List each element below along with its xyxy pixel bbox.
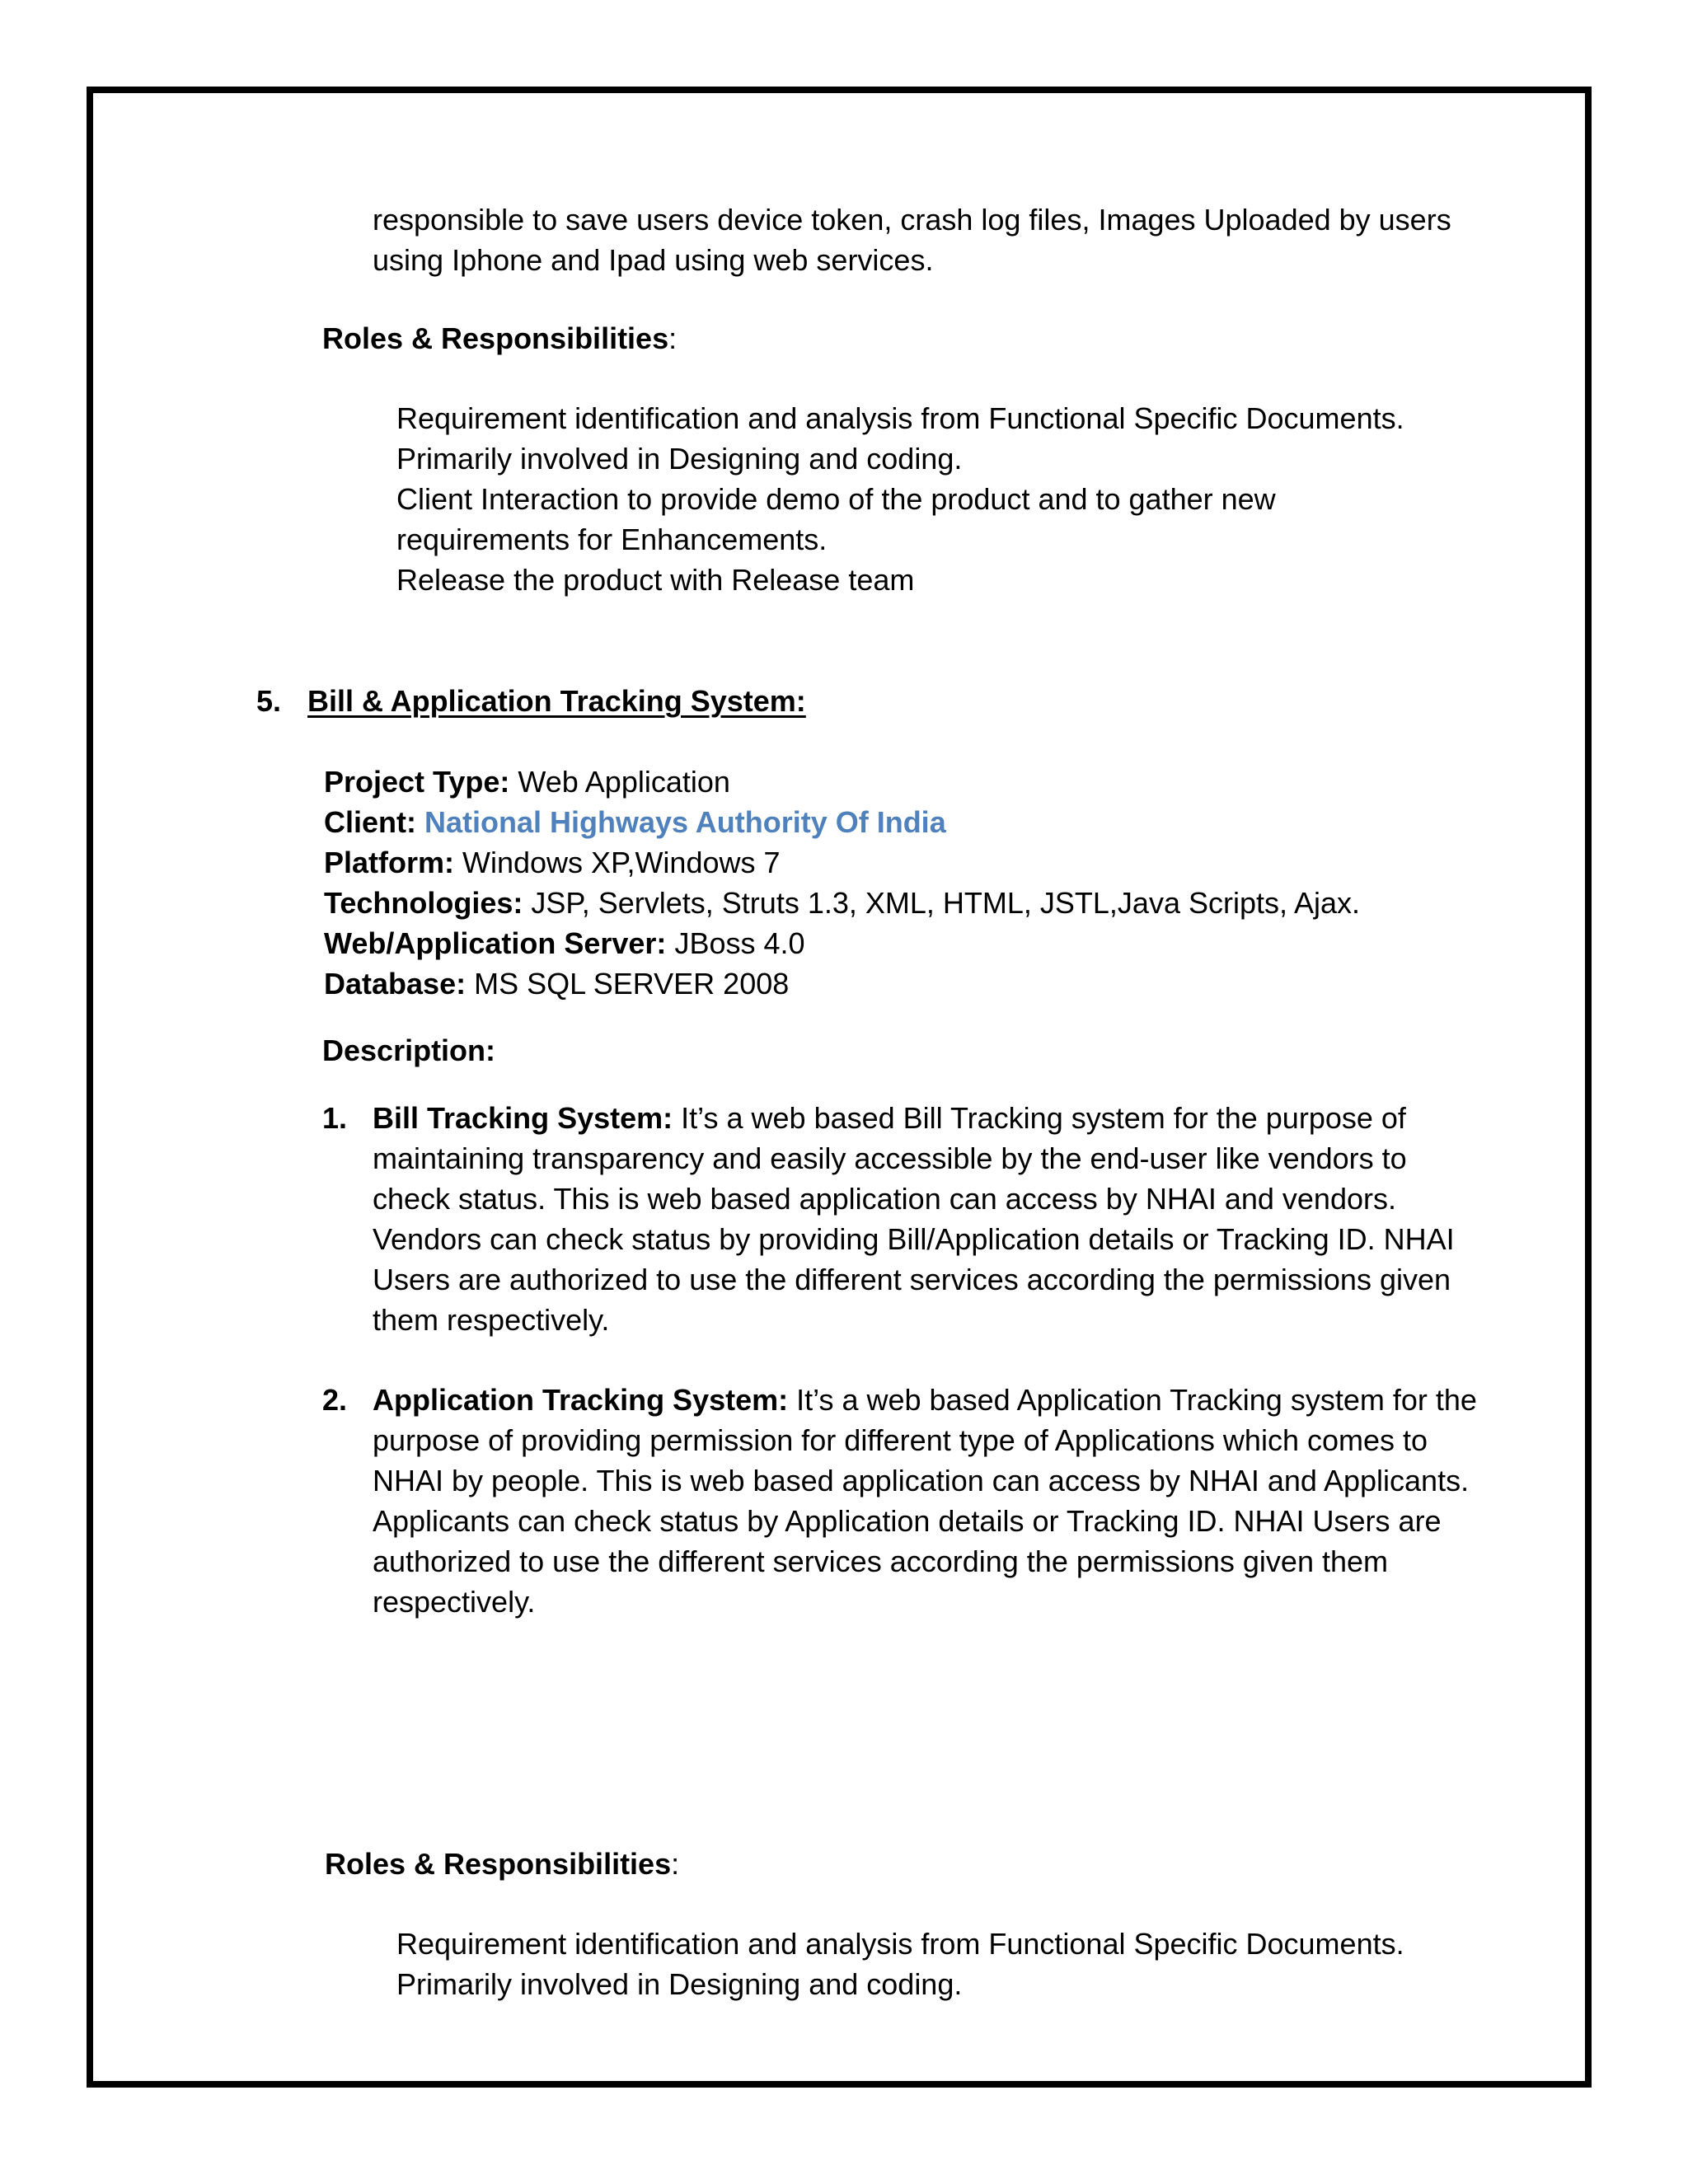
field-value: JBoss 4.0: [666, 926, 805, 960]
description-title: Bill Tracking System:: [373, 1101, 673, 1135]
project-fields: [324, 762, 1360, 1004]
description-line: [373, 1098, 1455, 1138]
description-line: check status. This is web based application can access by NHAI and vendors.: [373, 1182, 1396, 1216]
field-value: Windows XP,Windows 7: [454, 846, 781, 879]
description-line: NHAI by people. This is web based application can access by NHAI and Applicants.: [373, 1464, 1470, 1497]
description-line: Applicants can check status by Application details or Tracking ID. NHAI Users are: [373, 1504, 1442, 1538]
field-label: Project Type:: [324, 765, 510, 799]
intro-paragraph: [373, 199, 1451, 280]
roles-item: Primarily involved in Designing and coding.: [396, 1967, 963, 2001]
field-label: Platform:: [324, 846, 455, 879]
description-line: respectively.: [373, 1585, 536, 1619]
description-text: It’s a web based Bill Tracking system for the purpose of: [673, 1101, 1406, 1135]
roles-heading-text: Roles & Responsibilities: [325, 1847, 672, 1881]
description-line: them respectively.: [373, 1303, 610, 1337]
description-title: Application Tracking System:: [373, 1383, 789, 1417]
field-label: Technologies:: [324, 886, 523, 920]
roles-item: Primarily involved in Designing and coding.: [396, 442, 963, 476]
field-value: Web Application: [509, 765, 730, 799]
description-line: [373, 1380, 1477, 1420]
description-1: [373, 1098, 1455, 1340]
roles-list: [396, 398, 1404, 600]
project-number: 5.: [256, 684, 282, 718]
field-label: Web/Application Server:: [324, 926, 667, 960]
roles-heading-text: Roles & Responsibilities: [322, 321, 669, 355]
description-text: It’s a web based Application Tracking system for the: [788, 1383, 1477, 1417]
roles-item: Requirement identification and analysis from Functional Specific Documents.: [396, 401, 1404, 435]
field-project-type: [324, 762, 1360, 802]
client-name: National Highways Authority Of India: [416, 805, 946, 839]
field-database: [324, 963, 1360, 1004]
field-client: [324, 802, 1360, 842]
page-border: [87, 87, 1592, 2088]
intro-line: using Iphone and Ipad using web services.: [373, 243, 934, 277]
roles-heading-colon: :: [668, 321, 678, 355]
roles-item: Client Interaction to provide demo of the product and to gather new: [396, 482, 1276, 516]
description-line: Vendors can check status by providing Bill/Application details or Tracking ID. NHAI: [373, 1222, 1455, 1256]
field-platform: [324, 842, 1360, 883]
description-heading: Description:: [322, 1033, 496, 1067]
field-value: JSP, Servlets, Struts 1.3, XML, HTML, JSTL,Java Scripts, Ajax.: [523, 886, 1361, 920]
description-line: Users are authorized to use the different services according the permissions given: [373, 1263, 1451, 1296]
description-2-number: 2.: [322, 1383, 348, 1417]
field-value: MS SQL SERVER 2008: [466, 967, 790, 1001]
description-1-number: 1.: [322, 1101, 348, 1135]
field-label: Database:: [324, 967, 467, 1001]
field-label: Client:: [324, 805, 416, 839]
description-line: purpose of providing permission for different type of Applications which comes to: [373, 1423, 1428, 1457]
project-title: Bill & Application Tracking System:: [307, 684, 806, 718]
description-line: authorized to use the different services according the permissions given them: [373, 1544, 1388, 1578]
roles-list-2: [396, 1924, 1404, 2004]
field-server: [324, 923, 1360, 963]
roles-heading-2: [325, 1844, 679, 1884]
roles-heading: [322, 318, 677, 359]
roles-heading-colon: :: [671, 1847, 680, 1881]
field-technologies: [324, 883, 1360, 923]
intro-line: responsible to save users device token, crash log files, Images Uploaded by users: [373, 203, 1451, 237]
description-line: maintaining transparency and easily accessible by the end-user like vendors to: [373, 1141, 1407, 1175]
roles-item: Requirement identification and analysis from Functional Specific Documents.: [396, 1927, 1404, 1961]
roles-item: Release the product with Release team: [396, 563, 915, 597]
roles-item: requirements for Enhancements.: [396, 523, 828, 556]
description-2: [373, 1380, 1477, 1622]
